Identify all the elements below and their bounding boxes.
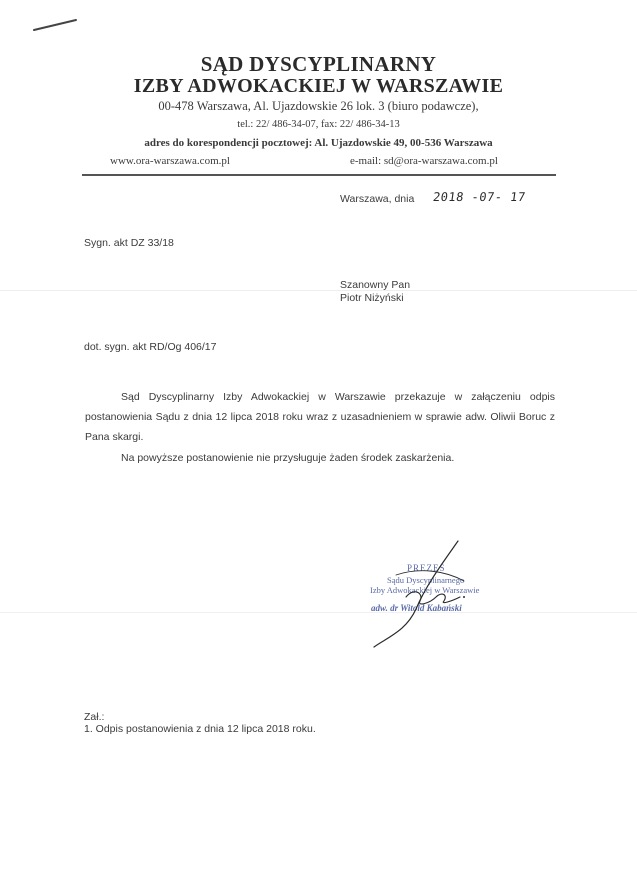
date-handwritten: 2018 -07- 17: [432, 190, 527, 204]
regarding-reference: dot. sygn. akt RD/Og 406/17: [84, 341, 217, 353]
letterhead-rule: [82, 174, 556, 176]
body-paragraph-1: Sąd Dyscyplinarny Izby Adwokackiej w Warszawie przekazuje w załączeniu odpis postanowienia Sądu z dnia 12 lipca 2018 roku wraz z uzasadnieniem w sprawie adw. Oliwii Boruc z Pana skargi.: [85, 391, 555, 443]
stamp-line-1: Sądu Dyscyplinarnego: [387, 575, 465, 585]
recipient-salutation: Szanowny Pan: [340, 279, 411, 291]
scan-artifact: [0, 290, 637, 291]
stamp-line-2: Izby Adwokackiej w Warszawie: [370, 585, 480, 595]
signature: [360, 535, 480, 655]
letterhead-title-2: IZBY ADWOKACKIEJ W WARSZAWIE: [133, 75, 504, 97]
letterhead-correspondence: adres do korespondencji pocztowej: Al. Ujazdowskie 49, 00-536 Warszawa: [144, 137, 493, 149]
letterhead-address: 00-478 Warszawa, Al. Ujazdowskie 26 lok. 3 (biuro podawcze),: [158, 99, 479, 113]
letterhead-phones: tel.: 22/ 486-34-07, fax: 22/ 486-34-13: [237, 119, 400, 130]
attachment-item-1: 1. Odpis postanowienia z dnia 12 lipca 2018 roku.: [84, 723, 316, 735]
recipient-name: Piotr Niżyński: [340, 292, 404, 304]
stamp-name: adw. dr Witold Kabański: [371, 603, 462, 613]
date-prefix: Warszawa, dnia: [340, 193, 415, 205]
letterhead-website: www.ora-warszawa.com.pl: [110, 155, 230, 167]
body-paragraph-2: Na powyższe postanowienie nie przysługuje żaden środek zaskarżenia.: [121, 452, 455, 464]
scan-artifact: [0, 612, 637, 613]
letterhead-email: e-mail: sd@ora-warszawa.com.pl: [350, 155, 498, 167]
stamp-role: PREZES: [407, 563, 446, 573]
case-reference: Sygn. akt DZ 33/18: [84, 237, 174, 249]
pen-mark: [30, 16, 80, 36]
letterhead-title-1: SĄD DYSCYPLINARNY: [200, 52, 437, 76]
attachments-label: Zał.:: [84, 711, 105, 723]
